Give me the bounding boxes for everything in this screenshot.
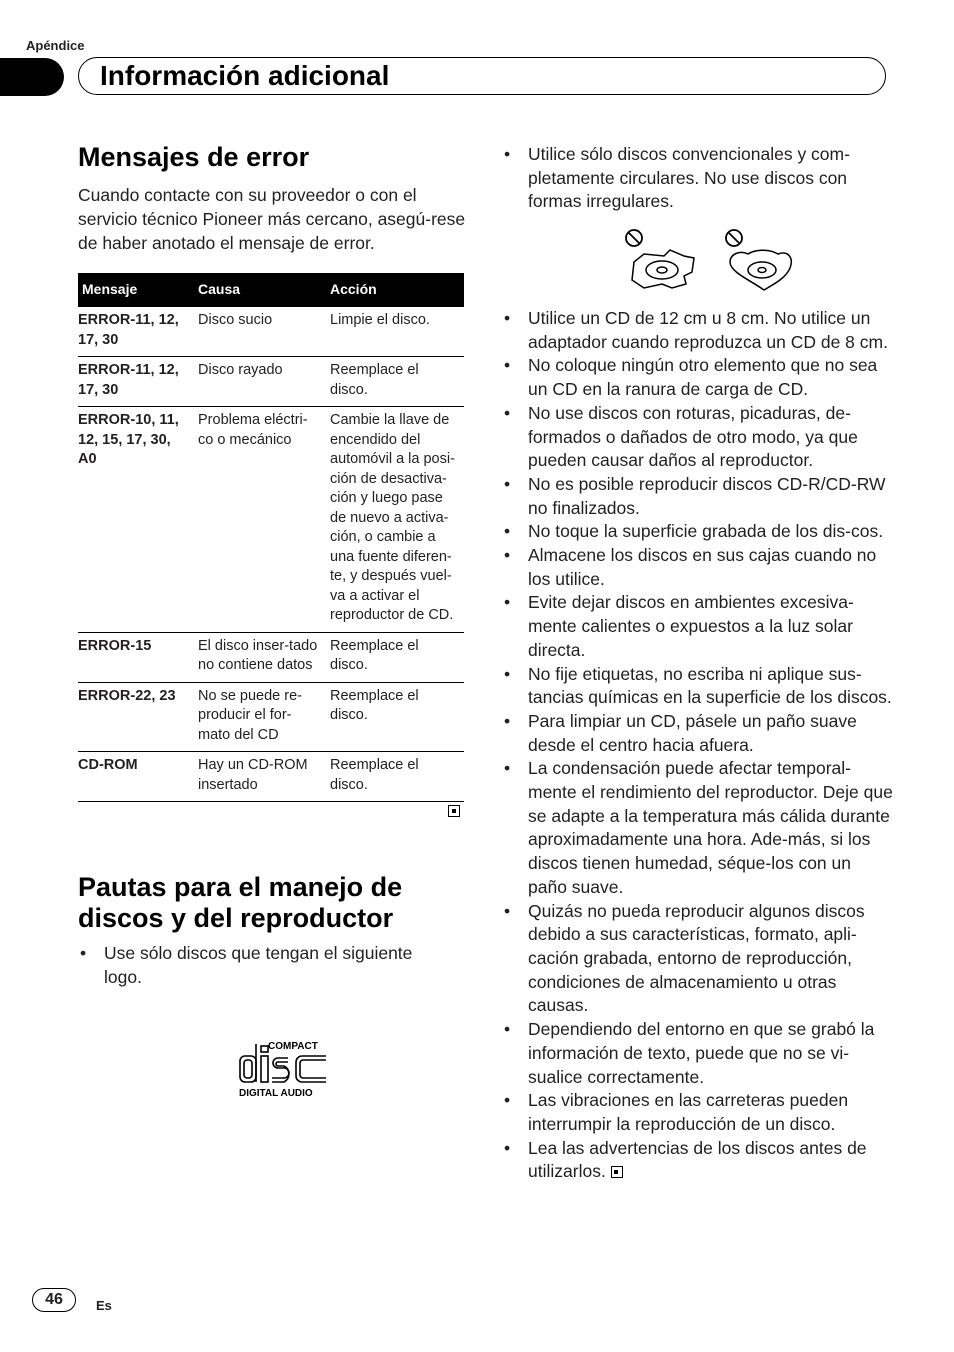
errors-intro: Cuando contacte con su proveedor o con el servicio técnico Pioneer más cercano, asegú-rese de haber anotado el mensaje de error. xyxy=(78,185,466,253)
disc-shape-bullet xyxy=(502,143,892,214)
irregular-discs-illustration xyxy=(622,226,802,296)
table-row xyxy=(78,407,464,633)
error-action-cell: Reemplace el disco. xyxy=(326,632,464,682)
list-item: • No es posible reproducir discos CD-R/CD-RW no finalizados. xyxy=(502,473,894,520)
compact-disc-logo xyxy=(236,1038,332,1100)
error-message-cell: CD-ROM xyxy=(78,752,194,802)
list-item: • Dependiendo del entorno en que se grabó la información de texto, puede que no se vi-sualice correctamente. xyxy=(502,1018,894,1089)
error-action-cell: Reemplace el disco. xyxy=(326,752,464,802)
list-item: • No fije etiquetas, no escriba ni aplique sus-tancias químicas en la superficie de los discos. xyxy=(502,663,894,710)
section-tab-marker xyxy=(0,58,64,96)
list-item: • Utilice sólo discos convencionales y com-pletamente circulares. No use discos con formas irregulares. xyxy=(502,143,892,214)
end-of-section-icon xyxy=(611,1166,623,1178)
errors-heading: Mensajes de error xyxy=(78,142,310,172)
page-number: 46 xyxy=(32,1288,76,1312)
logo-text-bottom: DIGITAL AUDIO xyxy=(239,1088,313,1099)
error-action-cell: Limpie el disco. xyxy=(326,307,464,357)
table-row xyxy=(78,357,464,407)
compact-disc-logo-icon xyxy=(236,1038,332,1100)
error-cause-cell: El disco inser-tado no contiene datos xyxy=(194,632,326,682)
handling-heading-line-2: discos y del reproductor xyxy=(78,903,394,933)
error-message-cell: ERROR-10, 11, 12, 15, 17, 30, A0 xyxy=(78,407,194,633)
error-table xyxy=(78,273,464,802)
handling-bullet-list xyxy=(502,307,894,1184)
prohibited-icon xyxy=(626,230,642,246)
error-cause-cell: Hay un CD-ROM insertado xyxy=(194,752,326,802)
table-row xyxy=(78,682,464,752)
section-label: Apéndice xyxy=(26,38,85,53)
list-item: • No coloque ningún otro elemento que no sea un CD en la ranura de carga de CD. xyxy=(502,354,894,401)
list-item xyxy=(502,1137,894,1184)
table-row xyxy=(78,307,464,357)
error-message-cell: ERROR-15 xyxy=(78,632,194,682)
error-cause-cell: Problema eléctri-co o mecánico xyxy=(194,407,326,633)
table-row xyxy=(78,752,464,802)
error-action-cell: Reemplace el disco. xyxy=(326,357,464,407)
handling-heading-line-1: Pautas para el manejo de xyxy=(78,872,403,902)
heart-disc-icon xyxy=(730,250,791,290)
logo-text-top: COMPACT xyxy=(268,1041,318,1052)
list-item: • Quizás no pueda reproducir algunos discos debido a sus características, formato, apli-cación grabada, entorno de reproducción, condiciones de almacenamiento u otras causas. xyxy=(502,900,894,1019)
table-header-row xyxy=(78,273,464,307)
octagon-disc-icon xyxy=(632,250,694,288)
error-cause-cell: Disco sucio xyxy=(194,307,326,357)
list-item: • No toque la superficie grabada de los dis-cos. xyxy=(502,520,894,544)
end-of-section-icon xyxy=(448,805,460,817)
error-cause-cell: Disco rayado xyxy=(194,357,326,407)
list-item: • No use discos con roturas, picaduras, de-formados o dañados de otro modo, ya que pueden causar daños al reproductor. xyxy=(502,402,894,473)
list-item: • La condensación puede afectar temporal-mente el rendimiento del reproductor. Deje que se adapte a la temperatura más cálida durante aproximadamente una hora. Ade-más, si los discos tienen humedad, séque-los con un paño suave. xyxy=(502,757,894,899)
section-title: Información adicional xyxy=(100,60,390,91)
error-action-cell: Cambie la llave de encendido del automóvil a la posi-ción de desactiva-ción y luego pase de nuevo a activa-ción, o cambie a una fuente diferen-te, y después vuel-va a activar el reproductor de CD. xyxy=(326,407,464,633)
handling-logo-bullet xyxy=(78,942,448,989)
language-code: Es xyxy=(96,1298,112,1313)
list-item-text: Lea las advertencias de los discos antes de utilizarlos. xyxy=(528,1137,867,1182)
table-row xyxy=(78,632,464,682)
list-item: • Las vibraciones en las carreteras pueden interrumpir la reproducción de un disco. xyxy=(502,1089,894,1136)
list-item: • Evite dejar discos en ambientes excesiva-mente calientes o expuestos a la luz solar directa. xyxy=(502,591,894,662)
error-message-cell: ERROR-11, 12, 17, 30 xyxy=(78,357,194,407)
list-item: • Para limpiar un CD, pásele un paño suave desde el centro hacia afuera. xyxy=(502,710,894,757)
handling-heading xyxy=(78,872,402,934)
list-item: • Utilice un CD de 12 cm u 8 cm. No utilice un adaptador cuando reproduzca un CD de 8 cm. xyxy=(502,307,894,354)
column-header-cause: Causa xyxy=(194,273,326,307)
prohibited-icon xyxy=(726,230,742,246)
error-message-cell: ERROR-11, 12, 17, 30 xyxy=(78,307,194,357)
list-item: • Almacene los discos en sus cajas cuando no los utilice. xyxy=(502,544,894,591)
error-message-cell: ERROR-22, 23 xyxy=(78,682,194,752)
error-cause-cell: No se puede re-producir el for-mato del CD xyxy=(194,682,326,752)
column-header-message: Mensaje xyxy=(78,273,194,307)
list-item: • Use sólo discos que tengan el siguiente logo. xyxy=(78,942,448,989)
column-header-action: Acción xyxy=(326,273,464,307)
error-action-cell: Reemplace el disco. xyxy=(326,682,464,752)
